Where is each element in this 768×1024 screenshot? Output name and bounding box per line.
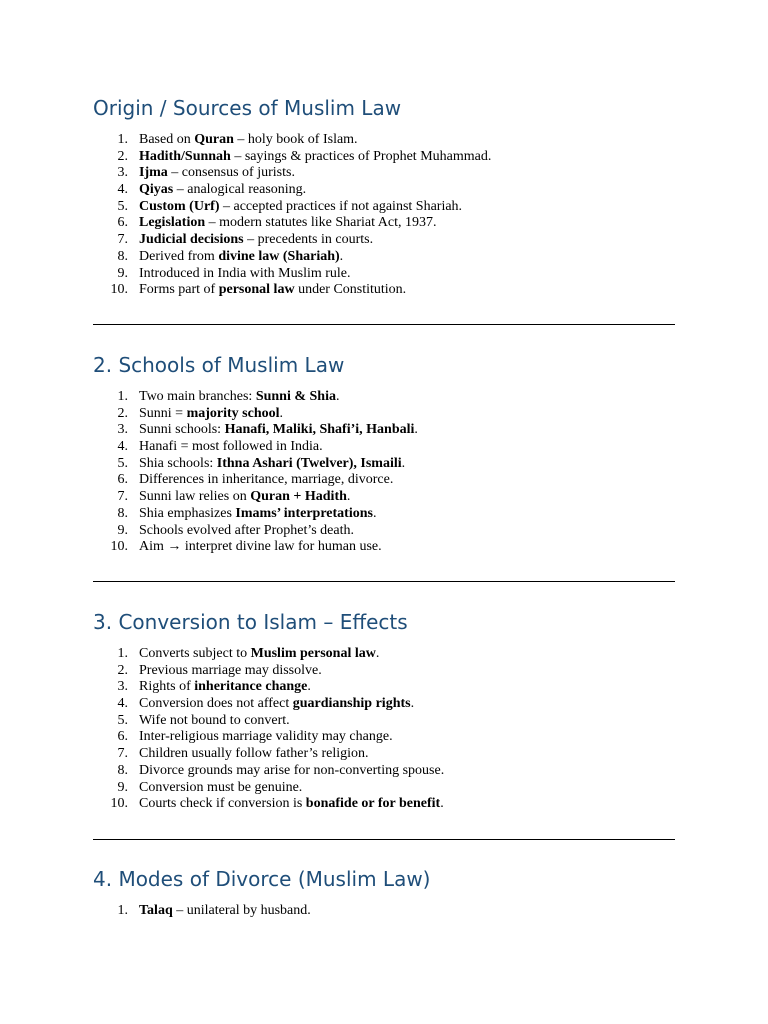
item-text: Shia emphasizes xyxy=(139,505,236,521)
item-text: Divorce grounds may arise for non-converting spouse. xyxy=(139,762,445,778)
item-text: . xyxy=(307,679,311,695)
bold-text: Hadith/Sunnah xyxy=(139,148,231,164)
horizontal-rule xyxy=(93,324,675,325)
bold-text: Quran xyxy=(194,132,234,147)
list-number: 3. xyxy=(117,422,128,438)
item-text: Aim → interpret divine law for human use. xyxy=(139,539,382,555)
horizontal-rule xyxy=(93,839,675,840)
numbered-list xyxy=(93,646,675,813)
list-item xyxy=(93,215,675,232)
item-text: – sayings & practices of Prophet Muhammad. xyxy=(230,148,492,164)
bold-text: Legislation xyxy=(139,215,206,231)
list-number: 3. xyxy=(117,165,128,181)
list-item xyxy=(93,472,675,489)
item-text: Schools evolved after Prophet’s death. xyxy=(139,522,355,538)
list-item xyxy=(93,282,675,299)
item-text: . xyxy=(375,646,380,661)
item-text: Previous marriage may dissolve. xyxy=(139,662,322,678)
section-1 xyxy=(93,96,675,298)
bold-text: Custom (Urf) xyxy=(139,198,220,214)
bold-text: guardianship rights xyxy=(292,696,411,712)
list-number: 6. xyxy=(117,729,128,745)
list-item xyxy=(93,199,675,216)
list-number: 4. xyxy=(117,696,128,712)
list-item xyxy=(93,422,675,439)
list-number: 10. xyxy=(110,539,128,555)
section-heading: Origin / Sources of Muslim Law xyxy=(93,96,402,120)
list-item xyxy=(93,439,675,456)
list-number: 1. xyxy=(117,389,128,404)
list-item xyxy=(93,663,675,680)
list-number: 5. xyxy=(117,455,128,471)
item-text: Based on xyxy=(139,132,195,147)
bold-text: Muslim personal law xyxy=(250,646,376,661)
list-number: 10. xyxy=(110,282,128,298)
item-text: Sunni schools: xyxy=(139,422,225,438)
list-item xyxy=(93,406,675,423)
item-text: under Constitution. xyxy=(294,282,407,298)
bold-text: personal law xyxy=(218,282,295,298)
section-heading: 3. Conversion to Islam – Effects xyxy=(93,610,408,634)
list-number: 1. xyxy=(117,132,128,147)
list-item xyxy=(93,780,675,797)
list-item xyxy=(93,266,675,283)
item-text: . xyxy=(339,248,344,264)
list-item xyxy=(93,763,675,780)
section-heading: 4. Modes of Divorce (Muslim Law) xyxy=(93,867,431,891)
numbered-list xyxy=(93,389,675,556)
bold-text: Sunni & Shia xyxy=(255,389,336,404)
item-text: . xyxy=(410,696,415,712)
item-text: . xyxy=(401,455,406,471)
item-text: – consensus of jurists. xyxy=(167,165,295,181)
list-number: 6. xyxy=(117,215,128,231)
list-number: 7. xyxy=(117,232,128,248)
item-text: – holy book of Islam. xyxy=(233,132,358,147)
list-item xyxy=(93,539,675,556)
list-item xyxy=(93,132,675,149)
list-item xyxy=(93,232,675,249)
section-2 xyxy=(93,353,675,555)
list-item xyxy=(93,746,675,763)
list-number: 8. xyxy=(117,248,128,264)
item-text: – precedents in courts. xyxy=(243,232,374,248)
list-item xyxy=(93,506,675,523)
item-text: Shia schools: xyxy=(139,455,217,471)
horizontal-rule xyxy=(93,581,675,582)
list-item xyxy=(93,249,675,266)
numbered-list xyxy=(93,903,675,920)
item-text: Two main branches: xyxy=(139,389,256,404)
item-text: Conversion does not affect xyxy=(139,696,293,712)
list-number: 2. xyxy=(117,405,128,421)
bold-text: Qiyas xyxy=(139,182,174,198)
list-number: 2. xyxy=(117,148,128,164)
list-item xyxy=(93,182,675,199)
item-text: . xyxy=(414,422,418,438)
list-item xyxy=(93,389,675,406)
list-number: 7. xyxy=(117,746,128,762)
list-item xyxy=(93,796,675,813)
item-text: . xyxy=(346,489,351,505)
bold-text: Talaq xyxy=(139,903,173,918)
bold-text: divine law (Shariah) xyxy=(218,248,340,264)
list-number: 5. xyxy=(117,198,128,214)
list-item xyxy=(93,696,675,713)
bold-text: bonafide or for benefit xyxy=(305,796,441,812)
item-text: Hanafi = most followed in India. xyxy=(139,439,323,455)
section-heading: 2. Schools of Muslim Law xyxy=(93,353,345,377)
bold-text: Hanafi, Maliki, Shafi’i, Hanbali xyxy=(224,422,415,438)
list-number: 9. xyxy=(117,265,128,281)
list-item xyxy=(93,729,675,746)
list-number: 9. xyxy=(117,522,128,538)
section-3 xyxy=(93,610,675,812)
item-text: . xyxy=(336,389,340,404)
item-text: Sunni = xyxy=(139,405,187,421)
bold-text: Ithna Ashari (Twelver), Ismaili xyxy=(216,455,402,471)
list-number: 3. xyxy=(117,679,128,695)
item-text: Children usually follow father’s religion. xyxy=(139,746,369,762)
item-text: . xyxy=(372,505,377,521)
item-text: – unilateral by husband. xyxy=(172,903,311,918)
list-number: 7. xyxy=(117,489,128,505)
list-item xyxy=(93,679,675,696)
section-4 xyxy=(93,867,675,918)
list-item xyxy=(93,646,675,663)
list-number: 2. xyxy=(117,662,128,678)
item-text: Inter-religious marriage validity may change. xyxy=(139,729,393,745)
item-text: Rights of xyxy=(139,679,195,695)
bold-text: Imams’ interpretations xyxy=(235,505,373,521)
list-item xyxy=(93,713,675,730)
list-number: 4. xyxy=(117,439,128,455)
item-text: – accepted practices if not against Shariah. xyxy=(219,198,463,214)
list-number: 8. xyxy=(117,762,128,778)
list-number: 6. xyxy=(117,472,128,488)
list-item xyxy=(93,489,675,506)
item-text: – modern statutes like Shariat Act, 1937. xyxy=(205,215,437,231)
item-text: Forms part of xyxy=(139,282,219,298)
item-text: Differences in inheritance, marriage, divorce. xyxy=(139,472,394,488)
item-text: Introduced in India with Muslim rule. xyxy=(139,265,351,281)
item-text: Sunni law relies on xyxy=(139,489,251,505)
item-text: Conversion must be genuine. xyxy=(139,779,303,795)
item-text: Wife not bound to convert. xyxy=(139,712,290,728)
list-item xyxy=(93,523,675,540)
bold-text: Quran + Hadith xyxy=(250,489,347,505)
list-number: 1. xyxy=(117,903,128,918)
list-item xyxy=(93,456,675,473)
list-number: 10. xyxy=(110,796,128,812)
list-number: 1. xyxy=(117,646,128,661)
list-item xyxy=(93,149,675,166)
list-number: 8. xyxy=(117,505,128,521)
item-text: . xyxy=(279,405,284,421)
item-text: Derived from xyxy=(139,248,219,264)
bold-text: Ijma xyxy=(139,165,168,181)
list-item xyxy=(93,903,675,920)
item-text: Converts subject to xyxy=(139,646,251,661)
numbered-list xyxy=(93,132,675,299)
list-item xyxy=(93,165,675,182)
bold-text: majority school xyxy=(186,405,280,421)
list-number: 4. xyxy=(117,182,128,198)
list-number: 5. xyxy=(117,712,128,728)
bold-text: inheritance change xyxy=(194,679,308,695)
item-text: Courts check if conversion is xyxy=(139,796,306,812)
item-text: – analogical reasoning. xyxy=(173,182,307,198)
list-number: 9. xyxy=(117,779,128,795)
bold-text: Judicial decisions xyxy=(139,232,244,248)
item-text: . xyxy=(440,796,444,812)
